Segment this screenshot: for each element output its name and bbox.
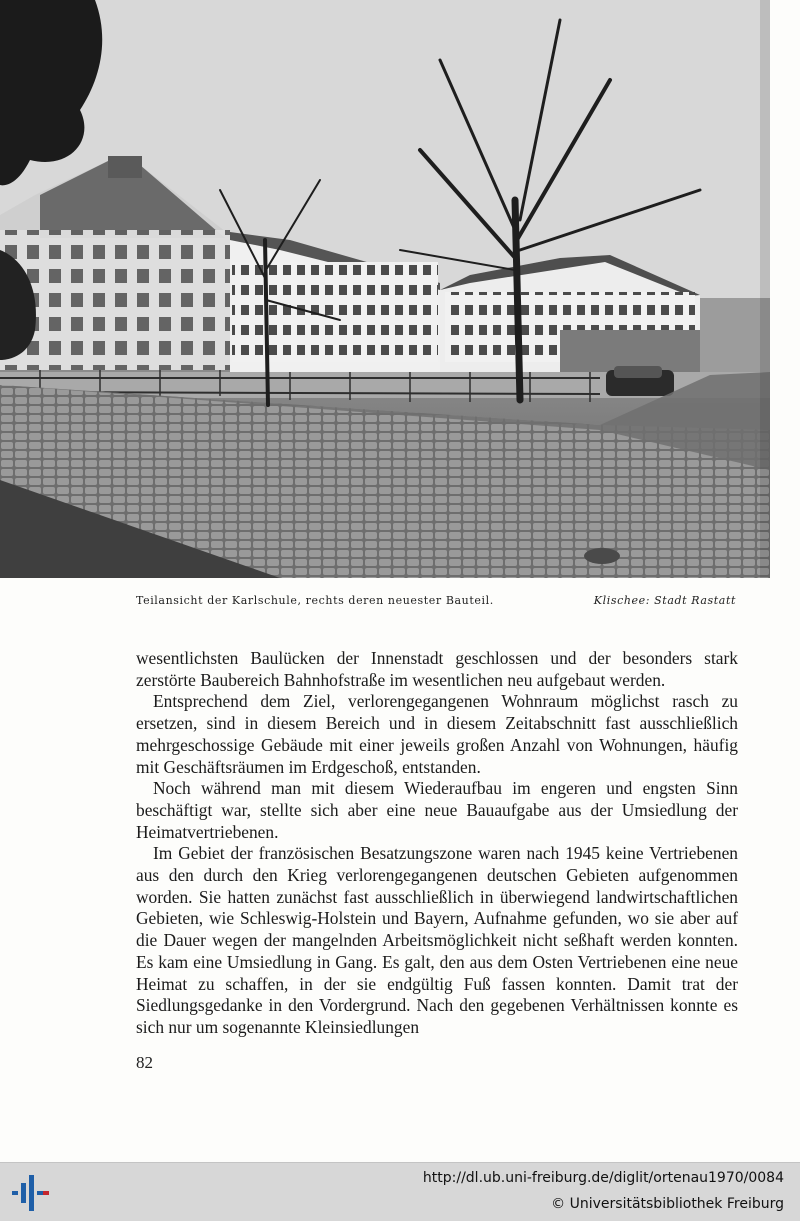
caption-description: Teilansicht der Karlschule, rechts deren neuester Bauteil.	[136, 594, 494, 607]
library-footer	[0, 1162, 800, 1221]
paragraph-1: wesentlichsten Baulücken der Innenstadt geschlossen und der besonders stark zerstörte Baubereich Bahnhofstraße im wesentlichen neu aufgebaut werden.	[136, 648, 738, 690]
body-text	[136, 648, 738, 1039]
paragraph-2: Entsprechend dem Ziel, verlorengegangenen Wohnraum möglichst rasch zu ersetzen, sind in diesem Bereich und in diesem Zeitabschnitt fast ausschließlich mehrgeschossige Gebäude mit einer jeweils großen Anzahl von Wohnungen, häufig mit Geschäftsräumen im Erdgeschoß, entstanden.	[136, 691, 738, 777]
ub-freiburg-logo-icon[interactable]	[10, 1173, 50, 1213]
paragraph-3: Noch während man mit diesem Wiederaufbau im engeren und engsten Sinn beschäftigt war, stellte sich aber eine neue Bauaufgabe aus der Umsiedlung der Heimatvertriebenen.	[136, 778, 738, 842]
paragraph-4: Im Gebiet der französischen Besatzungszone waren nach 1945 keine Vertriebenen aus den durch den Krieg verlorengegangenen deutschen Gebieten aufgenommen worden. Sie hatten zunächst fast ausschließlich in überwiegend landwirtschaftlichen Gebieten, wie Schleswig-Holstein und Bayern, Aufnahme gefunden, wo sie aber auf die Dauer wegen der mangelnden Arbeitsmöglichkeit nicht seßhaft werden konnten. Es kam eine Umsiedlung in Gang. Es galt, den aus dem Osten Vertriebenen eine neue Heimat zu schaffen, in der sie endgültig Fuß fassen konnten. Damit trat der Siedlungsgedanke in den Vordergrund. Nach den gegebenen Verhältnissen konnte es sich nur um sogenannte Kleinsiedlungen	[136, 843, 738, 1037]
copyright-notice: © Universitätsbibliothek Freiburg	[551, 1196, 784, 1212]
source-url-link[interactable]: http://dl.ub.uni-freiburg.de/diglit/ortenau1970/0084	[422, 1170, 784, 1186]
page-number: 82	[136, 1053, 153, 1072]
karlschule-photo	[0, 0, 770, 578]
caption-credit: Klischee: Stadt Rastatt	[593, 594, 736, 607]
photo-caption	[136, 594, 736, 612]
